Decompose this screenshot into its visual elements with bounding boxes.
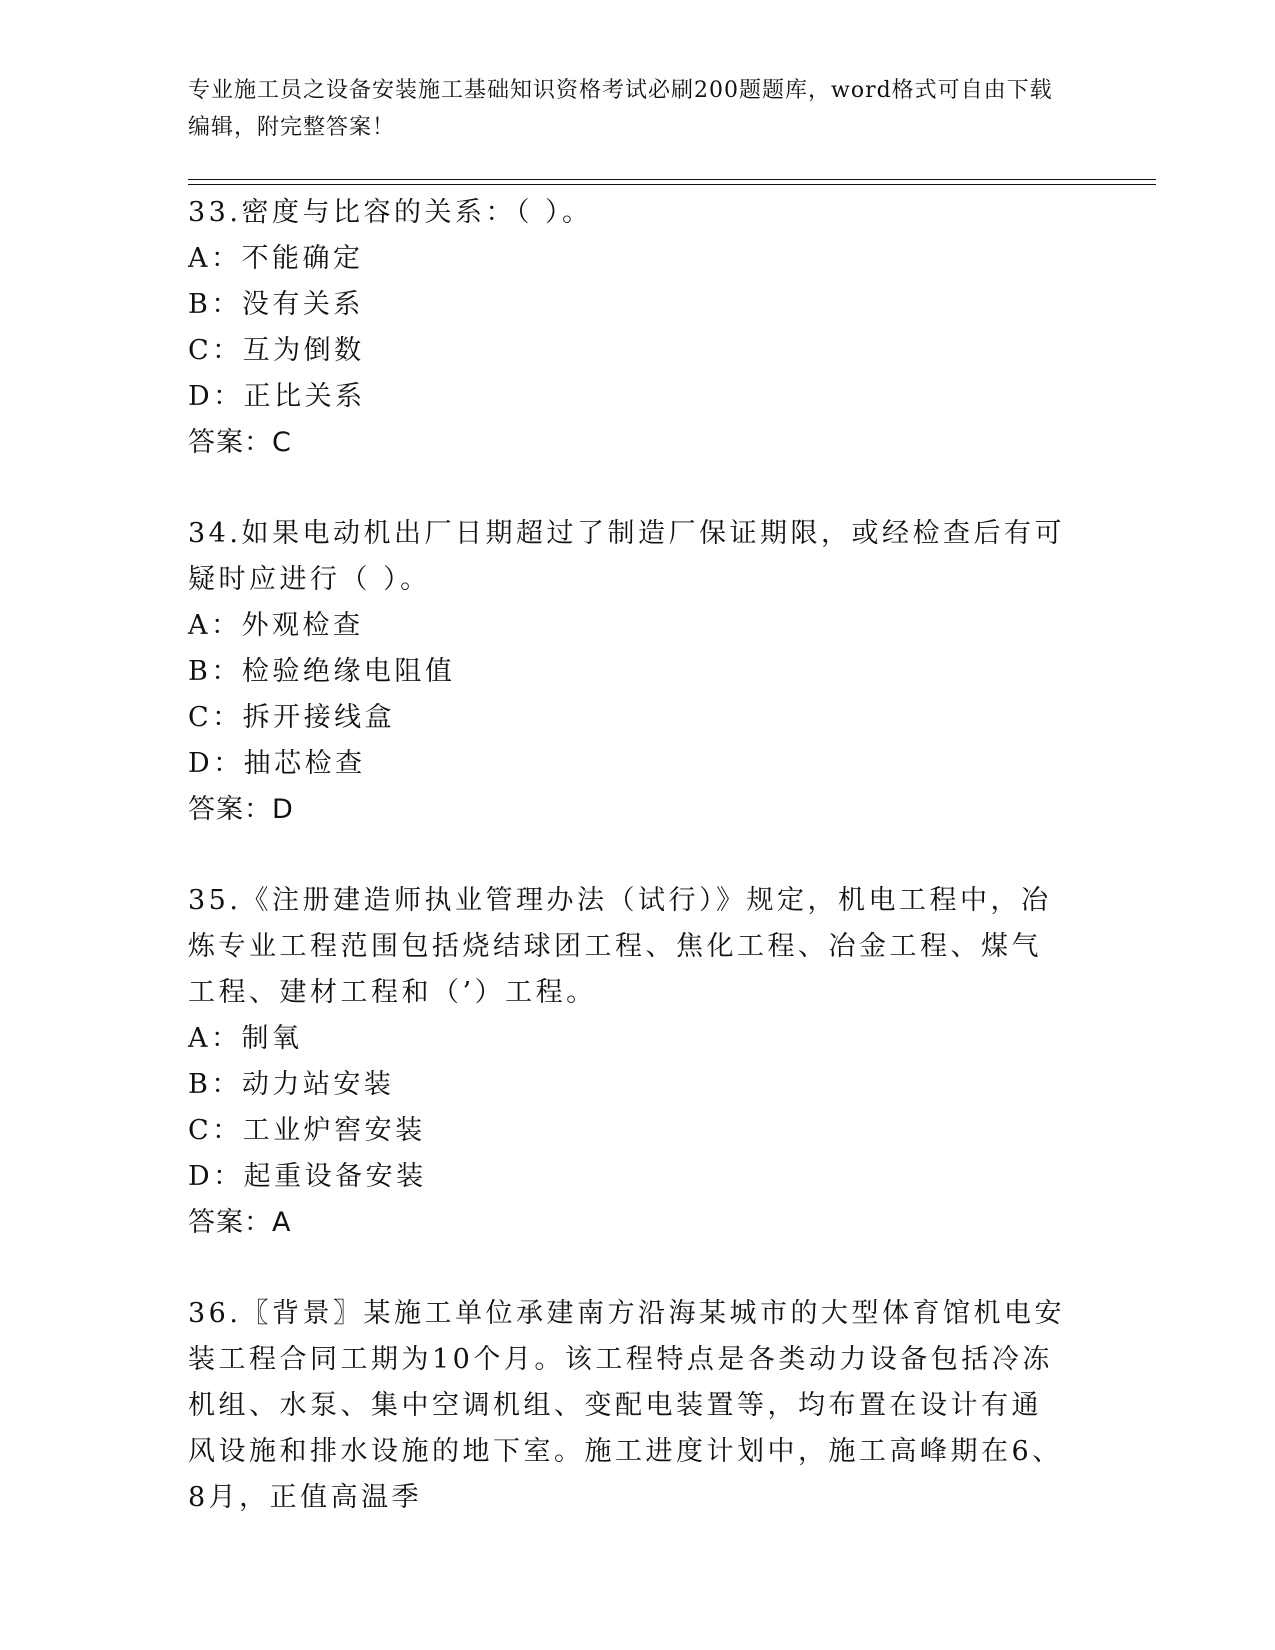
question-list [188, 190, 1068, 1566]
question-35 [188, 878, 1068, 1246]
question-stem: 34.如果电动机出厂日期超过了制造厂保证期限，或经检查后有可疑时应进行（ ）。 [188, 518, 1065, 595]
answer-line: 答案：D [188, 794, 294, 825]
header-divider-top [188, 179, 1156, 180]
option-d: D：抽芯检查 [188, 748, 366, 779]
document-header: 专业施工员之设备安装施工基础知识资格考试必刷200题题库，word格式可自由下载编辑，附完整答案！ [188, 78, 1053, 140]
question-stem: 35.《注册建造师执业管理办法（试行）》规定，机电工程中，冶炼专业工程范围包括烧结球团工程、焦化工程、冶金工程、煤气工程、建材工程和（’）工程。 [188, 885, 1052, 1008]
option-a: A：制氧 [188, 1023, 303, 1054]
answer-line: 答案：A [188, 1207, 292, 1238]
question-34 [188, 511, 1068, 833]
option-c: C：拆开接线盒 [188, 702, 396, 733]
question-stem: 33.密度与比容的关系：（ ）。 [188, 197, 593, 228]
option-c: C：工业炉窖安装 [188, 1115, 426, 1146]
question-stem: 36.〖背景〗某施工单位承建南方沿海某城市的大型体育馆机电安装工程合同工期为10个月。该工程特点是各类动力设备包括冷冻机组、水泵、集中空调机组、变配电装置等，均布置在设计有通风设施和排水设施的地下室。施工进度计划中，施工高峰期在6、8月，正值高温季 [188, 1298, 1065, 1513]
option-b: B：没有关系 [188, 289, 364, 320]
option-d: D：正比关系 [188, 381, 366, 412]
option-c: C：互为倒数 [188, 335, 365, 366]
option-b: B：动力站安装 [188, 1069, 395, 1100]
option-d: D：起重设备安装 [188, 1161, 427, 1192]
option-b: B：检验绝缘电阻值 [188, 656, 456, 687]
question-33 [188, 190, 1068, 466]
option-a: A：不能确定 [188, 243, 364, 274]
answer-line: 答案：C [188, 427, 292, 458]
header-divider-bottom [188, 184, 1156, 185]
option-a: A：外观检查 [188, 610, 364, 641]
question-36 [188, 1291, 1068, 1521]
